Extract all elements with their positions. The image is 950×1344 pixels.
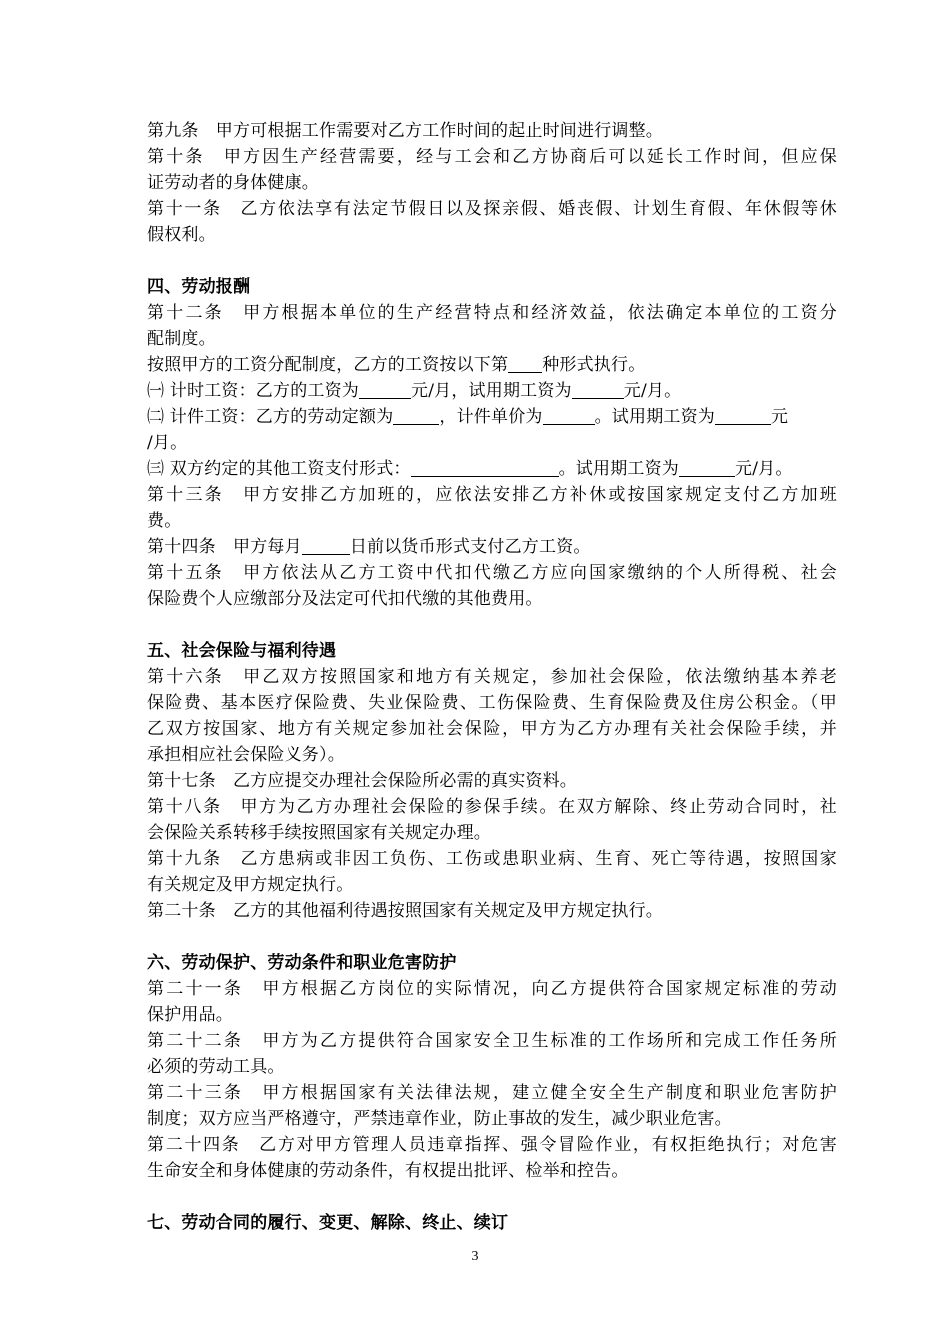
option-3-blank-2 bbox=[679, 458, 735, 477]
pay-form-text-a: 按照甲方的工资分配制度，乙方的工资按以下第 bbox=[147, 355, 509, 375]
option-3-text-b: 。试用期工资为 bbox=[558, 459, 680, 479]
article-12-line-2: 配制度。 bbox=[147, 329, 216, 349]
article-16-line-1: 第十六条 甲乙双方按照国家和地方有关规定，参加社会保险，依法缴纳基本养老 bbox=[147, 667, 837, 687]
article-14-text-b: 日前以货币形式支付乙方工资。 bbox=[349, 537, 591, 557]
article-19-line-1: 第十九条 乙方患病或非因工负伤、工伤或患职业病、生育、死亡等待遇，按照国家 bbox=[147, 849, 837, 869]
article-11-line-1: 第十一条 乙方依法享有法定节假日以及探亲假、婚丧假、计划生育假、年休假等休 bbox=[147, 199, 837, 219]
option-2-text-b: ，计件单价为 bbox=[439, 407, 543, 427]
article-21-line-1: 第二十一条 甲方根据乙方岗位的实际情况，向乙方提供符合国家规定标准的劳动 bbox=[147, 979, 837, 999]
article-21-line-2: 保护用品。 bbox=[147, 1005, 233, 1025]
spacer bbox=[147, 612, 837, 638]
article-22-line-1: 第二十二条 甲方为乙方提供符合国家安全卫生标准的工作场所和完成工作任务所 bbox=[147, 1031, 837, 1051]
article-20-line-1: 第二十条 乙方的其他福利待遇按照国家有关规定及甲方规定执行。 bbox=[147, 901, 663, 921]
section-heading-6: 六、劳动保护、劳动条件和职业危害防护 bbox=[147, 953, 457, 973]
option-1-text-c: 元/月。 bbox=[623, 381, 682, 401]
article-10-line-1: 第十条 甲方因生产经营需要，经与工会和乙方协商后可以延长工作时间，但应保 bbox=[147, 147, 837, 167]
article-12-line-1: 第十二条 甲方根据本单位的生产经营特点和经济效益，依法确定本单位的工资分 bbox=[147, 303, 837, 323]
option-2-blank-3 bbox=[715, 406, 771, 425]
page-number: 3 bbox=[471, 1249, 479, 1264]
section-heading-4: 四、劳动报酬 bbox=[147, 277, 251, 297]
article-19-line-2: 有关规定及甲方规定执行。 bbox=[147, 875, 354, 895]
option-1-line bbox=[147, 378, 837, 404]
spacer bbox=[147, 924, 837, 950]
option-2-line bbox=[147, 404, 837, 430]
option-2-blank-1 bbox=[393, 406, 439, 425]
article-14-line bbox=[147, 534, 837, 560]
option-3-text-c: 元/月。 bbox=[735, 459, 793, 479]
spacer bbox=[147, 1184, 837, 1210]
pay-form-text-b: 种形式执行。 bbox=[542, 355, 646, 375]
article-23-line-2: 制度；双方应当严格遵守，严禁违章作业，防止事故的发生，减少职业危害。 bbox=[147, 1109, 732, 1129]
option-1-text-b: 元/月，试用期工资为 bbox=[411, 381, 572, 401]
article-11-line-2: 假权利。 bbox=[147, 225, 216, 245]
article-18-line-2: 会保险关系转移手续按照国家有关规定办理。 bbox=[147, 823, 491, 843]
article-18-line-1: 第十八条 甲方为乙方办理社会保险的参保手续。在双方解除、终止劳动合同时，社 bbox=[147, 797, 837, 817]
spacer bbox=[147, 248, 837, 274]
option-2-text-a: ㈡ 计件工资：乙方的劳动定额为 bbox=[147, 407, 394, 427]
article-13-line-1: 第十三条 甲方安排乙方加班的，应依法安排乙方补休或按国家规定支付乙方加班 bbox=[147, 485, 837, 505]
option-3-blank-1 bbox=[411, 458, 559, 477]
article-13-line-2: 费。 bbox=[147, 511, 182, 531]
article-9-line-1: 第九条 甲方可根据工作需要对乙方工作时间的起止时间进行调整。 bbox=[147, 121, 663, 141]
option-3-line bbox=[147, 456, 837, 482]
article-24-line-2: 生命安全和身体健康的劳动条件，有权提出批评、检举和控告。 bbox=[147, 1161, 629, 1181]
option-1-text-a: ㈠ 计时工资：乙方的工资为 bbox=[147, 381, 360, 401]
option-1-blank-2 bbox=[572, 380, 624, 399]
article-10-line-2: 证劳动者的身体健康。 bbox=[147, 173, 319, 193]
option-1-blank-1 bbox=[359, 380, 411, 399]
article-23-line-1: 第二十三条 甲方根据国家有关法律法规，建立健全安全生产制度和职业危害防护 bbox=[147, 1083, 837, 1103]
document-body bbox=[147, 118, 837, 1236]
article-16-line-2: 保险费、基本医疗保险费、失业保险费、工伤保险费、生育保险费及住房公积金。（甲 bbox=[147, 693, 837, 713]
article-15-line-1: 第十五条 甲方依法从乙方工资中代扣代缴乙方应向国家缴纳的个人所得税、社会 bbox=[147, 563, 837, 583]
pay-form-blank bbox=[508, 354, 542, 373]
article-16-line-3: 乙双方按国家、地方有关规定参加社会保险，甲方为乙方办理有关社会保险手续，并 bbox=[147, 719, 837, 739]
option-3-text-a: ㈢ 双方约定的其他工资支付形式： bbox=[147, 459, 411, 479]
pay-form-line bbox=[147, 352, 837, 378]
article-15-line-2: 保险费个人应缴部分及法定可代扣代缴的其他费用。 bbox=[147, 589, 543, 609]
article-24-line-1: 第二十四条 乙方对甲方管理人员违章指挥、强令冒险作业，有权拒绝执行；对危害 bbox=[147, 1135, 837, 1155]
section-heading-5: 五、社会保险与福利待遇 bbox=[147, 641, 337, 661]
option-2-text-c: 。试用期工资为 bbox=[594, 407, 716, 427]
option-2-text-d: 元 bbox=[771, 407, 789, 427]
option-2-blank-2 bbox=[543, 406, 595, 425]
article-16-line-4: 承担相应社会保险义务）。 bbox=[147, 745, 345, 765]
article-22-line-2: 必须的劳动工具。 bbox=[147, 1057, 285, 1077]
option-2-line-2: /月。 bbox=[147, 433, 188, 453]
article-17-line-1: 第十七条 乙方应提交办理社会保险所必需的真实资料。 bbox=[147, 771, 577, 791]
article-14-blank bbox=[302, 536, 350, 555]
section-heading-7: 七、劳动合同的履行、变更、解除、终止、续订 bbox=[147, 1213, 509, 1233]
article-14-text-a: 第十四条 甲方每月 bbox=[147, 537, 302, 557]
